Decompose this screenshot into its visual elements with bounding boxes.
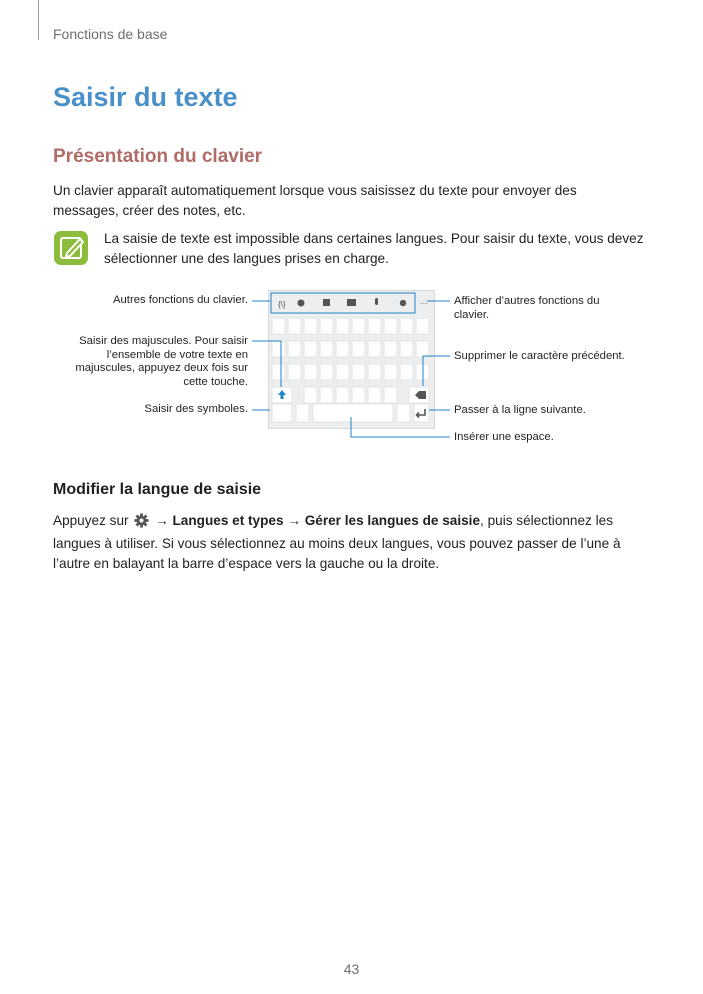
step-manage-input-languages: Gérer les langues de saisie [304,513,481,528]
page-title: Saisir du texte [53,82,238,112]
svg-text:{\}: {\} [278,300,286,309]
callout-next-line: Passer à la ligne suivante. [454,404,586,416]
page-number: 43 [343,961,360,977]
callout-more-functions: Afficher d’autres fonctions du clavier. [454,295,600,321]
language-paragraph [53,511,643,574]
svg-text:···: ··· [420,299,428,308]
step-languages-and-types: Langues et types [172,513,284,528]
callout-other-functions: Autres fonctions du clavier. [112,294,248,306]
language-suffix: , puis sélectionnez les langues à utiliser. Si vous sélectionnez au moins deux langues, vous pouvez passer de l’une à l’autre en balayant la barre d’espace vers la gauche ou la droite. [53,513,621,571]
subsection-title: Modifier la langue de saisie [53,481,262,498]
arrow-1: → [155,513,169,528]
gear-icon [134,513,149,534]
note-text: La saisie de texte est impossible dans certaines langues. Pour saisir du texte, vous devez sélectionner une des langues prises en charge. [104,231,644,266]
callout-symbols: Saisir des symboles. [144,403,248,415]
intro-paragraph: Un clavier apparaît automatiquement lorsque vous saisissez du texte pour envoyer des messages, créer des notes, etc. [53,183,577,218]
chapter-header: Fonctions de base [53,26,168,42]
language-prefix: Appuyez sur [53,513,129,528]
section-title: Présentation du clavier [53,146,263,167]
callout-space: Insérer une espace. [454,431,554,443]
callout-delete: Supprimer le caractère précédent. [454,350,625,362]
arrow-2: → [287,513,301,528]
callout-uppercase: Saisir des majuscules. Pour saisir l’ensemble de votre texte en majuscules, appuyez deux fois sur cette touche. [75,335,248,388]
